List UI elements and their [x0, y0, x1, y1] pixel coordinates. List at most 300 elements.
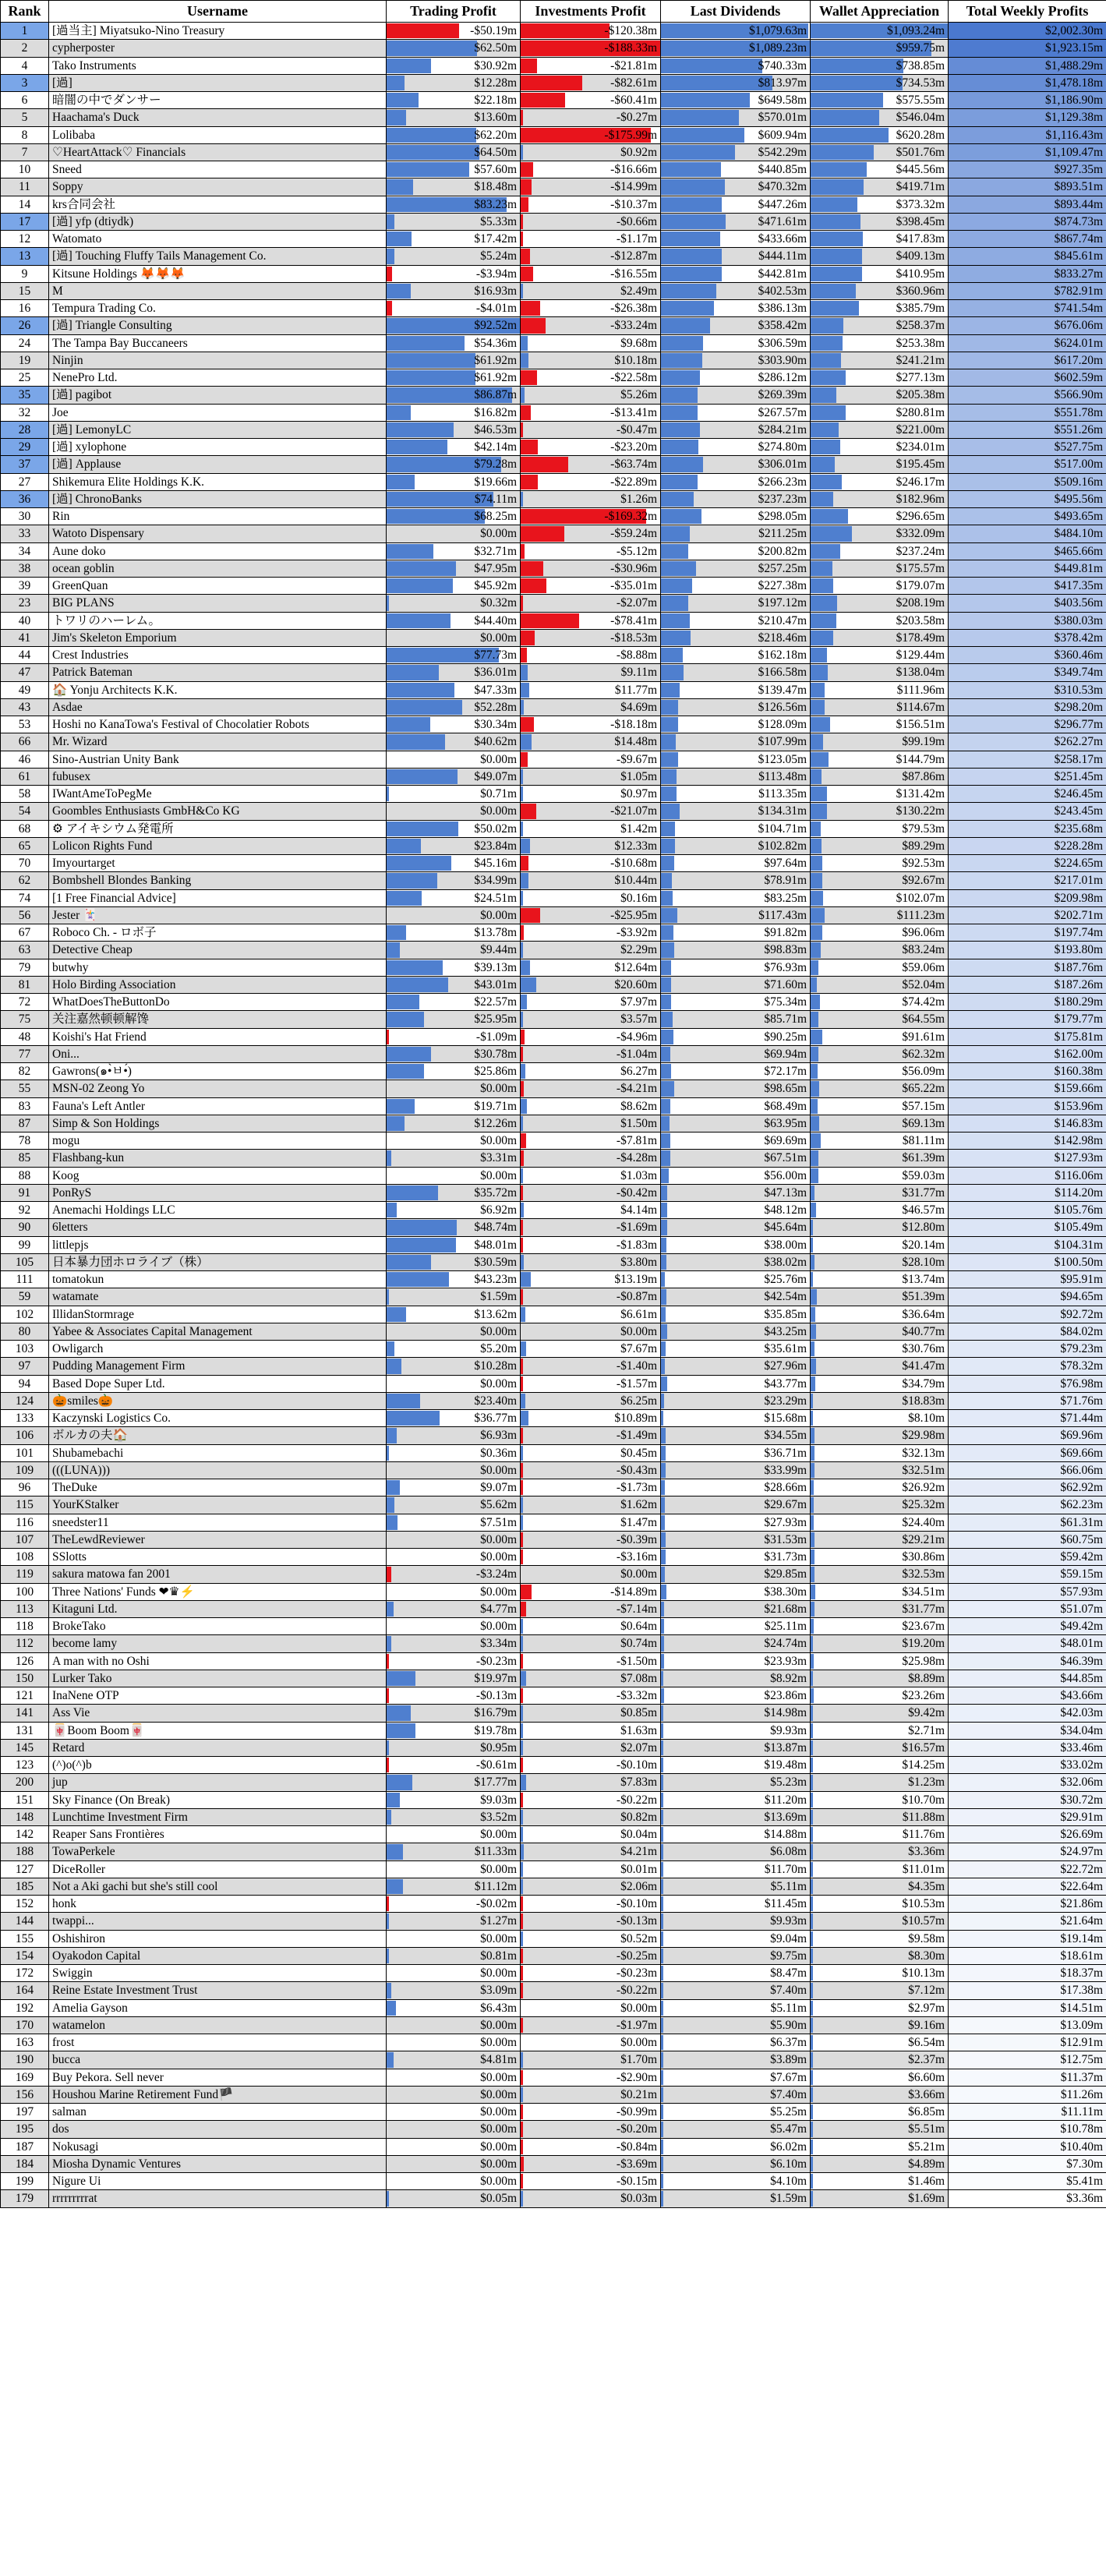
cell-last-dividends	[661, 1184, 811, 1201]
value-trading-profit: $40.62m	[474, 735, 517, 749]
cell-rank: 144	[1, 1913, 49, 1930]
cell-username: Kaczynski Logistics Co.	[49, 1410, 387, 1427]
value-investments-profit: -$1.50m	[616, 1654, 657, 1668]
cell-wallet-appreciation	[811, 334, 949, 352]
table-row	[1, 1843, 1106, 1860]
table-row	[1, 837, 1106, 854]
cell-wallet-appreciation	[811, 1808, 949, 1825]
value-wallet-appreciation: $31.77m	[902, 1602, 945, 1616]
cell-trading-profit	[387, 1011, 521, 1028]
bar-trading-profit	[387, 977, 448, 992]
value-investments-profit: -$0.99m	[616, 2105, 657, 2119]
cell-wallet-appreciation	[811, 1965, 949, 1982]
value-investments-profit: $1.42m	[620, 822, 657, 836]
cell-trading-profit	[387, 872, 521, 889]
value-investments-profit: -$26.38m	[610, 302, 657, 316]
cell-total-weekly-profits: $1,129.38m	[949, 109, 1106, 126]
value-last-dividends: $14.88m	[764, 1828, 807, 1842]
bar-investments-profit	[521, 648, 527, 663]
cell-investments-profit	[521, 300, 661, 317]
cell-total-weekly-profits: $92.72m	[949, 1306, 1106, 1323]
cell-investments-profit	[521, 74, 661, 91]
cell-investments-profit	[521, 1566, 661, 1583]
cell-total-weekly-profits: $349.74m	[949, 664, 1106, 681]
bar-investments-profit	[521, 1913, 523, 1928]
bar-last-dividends	[661, 526, 690, 541]
bar-last-dividends	[661, 1740, 663, 1755]
value-trading-profit: $0.00m	[480, 2157, 517, 2171]
cell-wallet-appreciation	[811, 698, 949, 716]
bar-trading-profit	[387, 942, 400, 957]
value-investments-profit: $7.83m	[620, 1776, 657, 1790]
cell-trading-profit	[387, 1843, 521, 1860]
cell-total-weekly-profits: $43.66m	[949, 1687, 1106, 1705]
value-last-dividends: $34.55m	[764, 1429, 807, 1443]
bar-wallet-appreciation	[811, 214, 860, 229]
bar-wallet-appreciation	[811, 1081, 819, 1096]
cell-rank: 151	[1, 1791, 49, 1808]
bar-investments-profit	[521, 492, 523, 507]
cell-investments-profit	[521, 352, 661, 369]
bar-wallet-appreciation	[811, 891, 823, 906]
cell-trading-profit	[387, 1514, 521, 1531]
cell-last-dividends	[661, 178, 811, 196]
cell-investments-profit	[521, 387, 661, 404]
cell-rank: 40	[1, 612, 49, 629]
value-investments-profit: $3.57m	[620, 1012, 657, 1027]
value-trading-profit: $30.59m	[474, 1255, 517, 1269]
cell-total-weekly-profits: $57.93m	[949, 1583, 1106, 1600]
value-trading-profit: $4.81m	[480, 2053, 517, 2067]
cell-wallet-appreciation	[811, 57, 949, 74]
cell-investments-profit	[521, 404, 661, 421]
cell-wallet-appreciation	[811, 1549, 949, 1566]
value-last-dividends: $67.51m	[764, 1151, 807, 1165]
cell-rank: 37	[1, 456, 49, 473]
bar-investments-profit	[521, 2122, 523, 2136]
cell-username: [過] Touching Fluffy Tails Management Co.	[49, 248, 387, 265]
table-row	[1, 942, 1106, 959]
bar-investments-profit	[521, 977, 536, 992]
bar-trading-profit	[387, 683, 454, 698]
cell-wallet-appreciation	[811, 143, 949, 161]
cell-investments-profit	[521, 1514, 661, 1531]
cell-total-weekly-profits: $59.42m	[949, 1549, 1106, 1566]
cell-last-dividends	[661, 1253, 811, 1270]
cell-investments-profit	[521, 629, 661, 646]
cell-investments-profit	[521, 2104, 661, 2121]
cell-wallet-appreciation	[811, 1219, 949, 1236]
bar-last-dividends	[661, 1359, 665, 1373]
cell-username: honk	[49, 1896, 387, 1913]
table-row	[1, 768, 1106, 785]
value-wallet-appreciation: $4.89m	[908, 2157, 945, 2171]
cell-rank: 199	[1, 2173, 49, 2190]
cell-last-dividends	[661, 2051, 811, 2069]
cell-last-dividends	[661, 803, 811, 820]
cell-rank: 59	[1, 1288, 49, 1306]
value-last-dividends: $78.91m	[764, 874, 807, 888]
cell-total-weekly-profits: $14.51m	[949, 1999, 1106, 2016]
cell-wallet-appreciation	[811, 855, 949, 872]
cell-total-weekly-profits: $95.91m	[949, 1271, 1106, 1288]
bar-wallet-appreciation	[811, 301, 859, 316]
cell-total-weekly-profits: $517.00m	[949, 456, 1106, 473]
bar-trading-profit	[387, 544, 433, 559]
cell-investments-profit	[521, 161, 661, 178]
table-row	[1, 300, 1106, 317]
value-last-dividends: $444.11m	[758, 249, 807, 263]
cell-total-weekly-profits: $10.78m	[949, 2121, 1106, 2138]
value-trading-profit: $45.92m	[474, 579, 517, 593]
cell-investments-profit	[521, 1635, 661, 1652]
bar-wallet-appreciation	[811, 2070, 813, 2085]
cell-trading-profit	[387, 1618, 521, 1635]
value-investments-profit: $0.74m	[620, 1637, 657, 1651]
table-row	[1, 1583, 1106, 1600]
value-wallet-appreciation: $89.29m	[902, 839, 945, 853]
bar-trading-profit	[387, 249, 394, 263]
value-investments-profit: -$0.10m	[616, 1897, 657, 1911]
value-wallet-appreciation: $96.06m	[902, 926, 945, 940]
bar-wallet-appreciation	[811, 110, 879, 125]
value-trading-profit: $0.00m	[480, 1463, 517, 1477]
cell-trading-profit	[387, 2121, 521, 2138]
bar-last-dividends	[661, 336, 703, 351]
cell-wallet-appreciation	[811, 1860, 949, 1878]
bar-wallet-appreciation	[811, 1879, 813, 1894]
value-wallet-appreciation: $205.38m	[896, 388, 945, 402]
value-wallet-appreciation: $258.37m	[896, 319, 945, 333]
cell-username: トワリのハーレム。	[49, 612, 387, 629]
value-wallet-appreciation: $83.24m	[902, 943, 945, 957]
value-wallet-appreciation: $14.25m	[902, 1758, 945, 1772]
bar-wallet-appreciation	[811, 1394, 813, 1408]
value-last-dividends: $609.94m	[758, 128, 807, 142]
table-row	[1, 1080, 1106, 1097]
value-investments-profit: -$0.47m	[616, 422, 657, 436]
value-trading-profit: $0.00m	[480, 1532, 517, 1546]
value-trading-profit: $61.92m	[474, 353, 517, 367]
value-last-dividends: $29.85m	[764, 1567, 807, 1581]
bar-last-dividends	[661, 595, 688, 610]
bar-last-dividends	[661, 908, 677, 923]
cell-last-dividends	[661, 1202, 811, 1219]
value-investments-profit: -$33.24m	[610, 319, 657, 333]
cell-username: bucca	[49, 2051, 387, 2069]
value-trading-profit: $19.71m	[474, 1099, 517, 1113]
bar-last-dividends	[661, 162, 721, 177]
value-investments-profit: -$1.83m	[616, 1238, 657, 1252]
cell-wallet-appreciation	[811, 92, 949, 109]
bar-trading-profit	[387, 370, 475, 385]
cell-last-dividends	[661, 1930, 811, 1947]
value-wallet-appreciation: $10.13m	[902, 1966, 945, 1981]
table-row	[1, 1722, 1106, 1739]
value-investments-profit: -$18.53m	[610, 631, 657, 645]
bar-last-dividends	[661, 370, 700, 385]
value-trading-profit: $43.23m	[474, 1273, 517, 1287]
cell-username: Lolibaba	[49, 126, 387, 143]
value-investments-profit: -$169.32m	[604, 510, 657, 524]
value-investments-profit: $1.26m	[620, 492, 657, 506]
cell-wallet-appreciation	[811, 352, 949, 369]
bar-trading-profit	[387, 595, 389, 610]
cell-username: cypherposter	[49, 40, 387, 57]
bar-investments-profit	[521, 891, 523, 906]
table-row	[1, 1479, 1106, 1496]
value-wallet-appreciation: $620.28m	[896, 128, 945, 142]
value-last-dividends: $14.98m	[764, 1706, 807, 1720]
cell-last-dividends	[661, 906, 811, 924]
cell-trading-profit	[387, 40, 521, 57]
cell-investments-profit	[521, 1982, 661, 1999]
cell-wallet-appreciation	[811, 387, 949, 404]
bar-investments-profit	[521, 267, 533, 281]
cell-investments-profit	[521, 1341, 661, 1358]
cell-investments-profit	[521, 1045, 661, 1062]
value-last-dividends: $63.95m	[764, 1116, 807, 1130]
value-wallet-appreciation: $5.21m	[908, 2140, 945, 2154]
bar-wallet-appreciation	[811, 1515, 814, 1530]
value-trading-profit: $5.24m	[480, 249, 517, 263]
header-investments-profit: Investments Profit	[521, 1, 661, 23]
cell-investments-profit	[521, 508, 661, 525]
cell-username: watamelon	[49, 2016, 387, 2034]
cell-investments-profit	[521, 578, 661, 595]
cell-username: Sino-Austrian Unity Bank	[49, 751, 387, 768]
value-investments-profit: -$60.41m	[610, 94, 657, 108]
bar-last-dividends	[661, 440, 698, 454]
value-last-dividends: $11.45m	[764, 1897, 807, 1911]
cell-investments-profit	[521, 872, 661, 889]
bar-investments-profit	[521, 1810, 523, 1825]
value-last-dividends: $29.67m	[764, 1498, 807, 1512]
cell-trading-profit	[387, 2190, 521, 2207]
cell-last-dividends	[661, 387, 811, 404]
value-investments-profit: $5.26m	[620, 388, 657, 402]
cell-total-weekly-profits: $296.77m	[949, 716, 1106, 733]
value-trading-profit: $11.12m	[474, 1879, 517, 1893]
cell-rank: 154	[1, 1947, 49, 1964]
value-investments-profit: $1.63m	[620, 1723, 657, 1737]
bar-wallet-appreciation	[811, 1775, 813, 1790]
value-last-dividends: $128.09m	[758, 718, 807, 732]
table-row	[1, 1410, 1106, 1427]
bar-trading-profit	[387, 839, 421, 853]
cell-investments-profit	[521, 1184, 661, 1201]
cell-last-dividends	[661, 1600, 811, 1617]
value-last-dividends: $442.81m	[758, 267, 807, 281]
bar-wallet-appreciation	[811, 1549, 814, 1564]
cell-last-dividends	[661, 1392, 811, 1409]
bar-trading-profit	[387, 856, 451, 871]
cell-username: Hoshi no KanaTowa's Festival of Chocolatier Robots	[49, 716, 387, 733]
table-row	[1, 40, 1106, 57]
value-wallet-appreciation: $178.49m	[896, 631, 945, 645]
cell-last-dividends	[661, 751, 811, 768]
cell-rank: 19	[1, 352, 49, 369]
cell-investments-profit	[521, 231, 661, 248]
value-investments-profit: -$0.27m	[616, 111, 657, 125]
value-trading-profit: $30.78m	[474, 1047, 517, 1061]
value-last-dividends: $6.08m	[770, 1845, 807, 1859]
value-last-dividends: $104.71m	[758, 822, 807, 836]
cell-total-weekly-profits: $197.74m	[949, 924, 1106, 942]
cell-trading-profit	[387, 820, 521, 837]
bar-last-dividends	[661, 1793, 663, 1807]
bar-wallet-appreciation	[811, 561, 832, 576]
cell-last-dividends	[661, 317, 811, 334]
value-investments-profit: $1.50m	[620, 1116, 657, 1130]
table-row	[1, 733, 1106, 751]
cell-total-weekly-profits: $105.49m	[949, 1219, 1106, 1236]
cell-total-weekly-profits: $1,186.90m	[949, 92, 1106, 109]
value-wallet-appreciation: $32.51m	[902, 1463, 945, 1477]
cell-last-dividends	[661, 647, 811, 664]
cell-trading-profit	[387, 1722, 521, 1739]
value-wallet-appreciation: $175.57m	[896, 561, 945, 575]
cell-last-dividends	[661, 1549, 811, 1566]
bar-trading-profit	[387, 1740, 389, 1755]
value-last-dividends: $358.42m	[758, 319, 807, 333]
cell-total-weekly-profits: $69.96m	[949, 1427, 1106, 1444]
cell-rank: 17	[1, 213, 49, 230]
value-wallet-appreciation: $34.79m	[902, 1376, 945, 1390]
cell-username: Anemachi Holdings LLC	[49, 1202, 387, 1219]
cell-trading-profit	[387, 92, 521, 109]
cell-wallet-appreciation	[811, 1583, 949, 1600]
table-row	[1, 681, 1106, 698]
value-trading-profit: $0.00m	[480, 2122, 517, 2136]
bar-investments-profit	[521, 1012, 523, 1027]
cell-username: Holo Birding Association	[49, 976, 387, 993]
cell-username: Miosha Dynamic Ventures	[49, 2155, 387, 2172]
bar-wallet-appreciation	[811, 942, 821, 957]
cell-trading-profit	[387, 525, 521, 542]
cell-rank: 155	[1, 1930, 49, 1947]
bar-last-dividends	[661, 1602, 664, 1617]
cell-investments-profit	[521, 1999, 661, 2016]
cell-trading-profit	[387, 1774, 521, 1791]
value-wallet-appreciation: $410.95m	[896, 267, 945, 281]
cell-wallet-appreciation	[811, 300, 949, 317]
cell-username: Gawrons(๑•̀ㅂ•́)	[49, 1063, 387, 1080]
bar-wallet-appreciation	[811, 2122, 813, 2136]
bar-last-dividends	[661, 1428, 666, 1443]
cell-username: Jim's Skeleton Emporium	[49, 629, 387, 646]
cell-trading-profit	[387, 1687, 521, 1705]
table-row	[1, 1965, 1106, 1982]
bar-investments-profit	[521, 1688, 523, 1703]
table-row	[1, 248, 1106, 265]
cell-rank: 197	[1, 2104, 49, 2121]
bar-investments-profit	[521, 2157, 524, 2171]
bar-investments-profit	[521, 1827, 523, 1842]
cell-total-weekly-profits: $258.17m	[949, 751, 1106, 768]
value-last-dividends: $90.25m	[764, 1030, 807, 1044]
value-trading-profit: $0.00m	[480, 1168, 517, 1182]
value-wallet-appreciation: $6.85m	[908, 2105, 945, 2119]
cell-last-dividends	[661, 2034, 811, 2051]
table-row	[1, 1999, 1106, 2016]
cell-wallet-appreciation	[811, 213, 949, 230]
table-row	[1, 716, 1106, 733]
cell-total-weekly-profits: $10.40m	[949, 2138, 1106, 2155]
bar-wallet-appreciation	[811, 1758, 813, 1772]
value-wallet-appreciation: $203.58m	[896, 613, 945, 627]
bar-last-dividends	[661, 942, 674, 957]
cell-investments-profit	[521, 1618, 661, 1635]
cell-rank: 1	[1, 23, 49, 40]
value-investments-profit: $0.01m	[620, 1862, 657, 1876]
cell-rank: 78	[1, 1133, 49, 1150]
value-last-dividends: $38.30m	[764, 1585, 807, 1599]
bar-investments-profit	[521, 1255, 524, 1270]
cell-wallet-appreciation	[811, 1600, 949, 1617]
value-last-dividends: $97.64m	[764, 857, 807, 871]
bar-wallet-appreciation	[811, 440, 840, 454]
value-trading-profit: $47.33m	[474, 683, 517, 697]
cell-wallet-appreciation	[811, 178, 949, 196]
table-row	[1, 1219, 1106, 1236]
bar-last-dividends	[661, 1255, 666, 1270]
value-trading-profit: $46.53m	[474, 422, 517, 436]
value-last-dividends: $166.58m	[758, 666, 807, 680]
cell-total-weekly-profits: $495.56m	[949, 490, 1106, 507]
value-investments-profit: -$30.96m	[610, 561, 657, 575]
value-investments-profit: -$1.49m	[616, 1429, 657, 1443]
cell-investments-profit	[521, 612, 661, 629]
bar-trading-profit	[387, 561, 456, 576]
bar-trading-profit	[387, 717, 430, 732]
cell-username: A man with no Oshi	[49, 1652, 387, 1670]
value-last-dividends: $23.29m	[764, 1394, 807, 1408]
cell-investments-profit	[521, 768, 661, 785]
cell-rank: 65	[1, 837, 49, 854]
cell-rank: 112	[1, 1635, 49, 1652]
bar-investments-profit	[521, 197, 528, 212]
cell-username: [過] yfp (dtiydk)	[49, 213, 387, 230]
value-wallet-appreciation: $111.96m	[896, 683, 945, 697]
value-trading-profit: -$3.94m	[475, 267, 517, 281]
cell-last-dividends	[661, 282, 811, 299]
value-investments-profit: $10.18m	[614, 353, 657, 367]
value-investments-profit: $6.61m	[620, 1307, 657, 1321]
value-investments-profit: $7.97m	[620, 995, 657, 1009]
cell-trading-profit	[387, 1341, 521, 1358]
cell-rank: 170	[1, 2016, 49, 2034]
bar-wallet-appreciation	[811, 734, 823, 749]
cell-trading-profit	[387, 1133, 521, 1150]
value-investments-profit: -$1.40m	[616, 1359, 657, 1373]
table-row	[1, 1705, 1106, 1722]
cell-wallet-appreciation	[811, 578, 949, 595]
table-row	[1, 196, 1106, 213]
bar-trading-profit	[387, 1671, 415, 1686]
cell-last-dividends	[661, 2155, 811, 2172]
cell-rank: 8	[1, 126, 49, 143]
value-wallet-appreciation: $575.55m	[896, 94, 945, 108]
bar-last-dividends	[661, 1532, 666, 1547]
bar-last-dividends	[661, 387, 698, 402]
value-trading-profit: $17.42m	[474, 232, 517, 246]
cell-last-dividends	[661, 733, 811, 751]
cell-wallet-appreciation	[811, 1341, 949, 1358]
bar-last-dividends	[661, 2070, 663, 2085]
cell-last-dividends	[661, 1566, 811, 1583]
cell-username: Oyakodon Capital	[49, 1947, 387, 1964]
